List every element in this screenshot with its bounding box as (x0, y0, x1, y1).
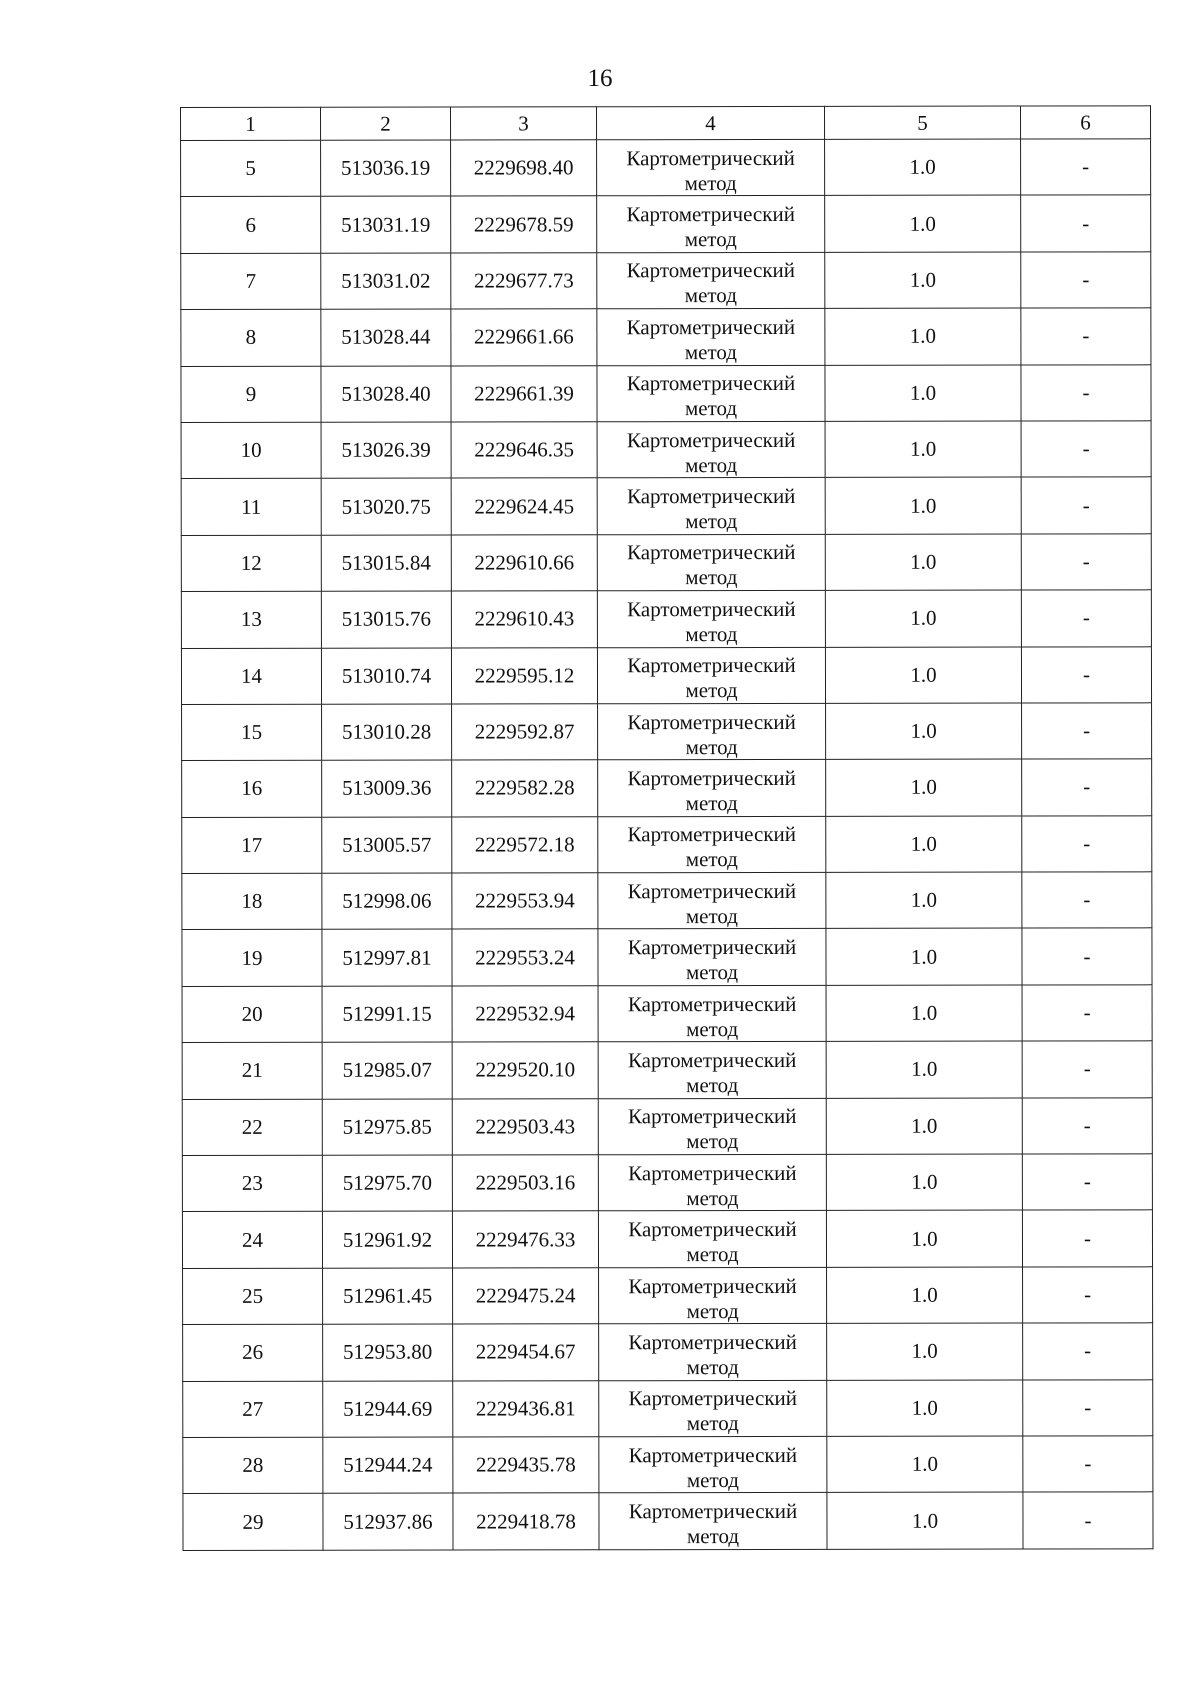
point-number-cell: 17 (182, 817, 322, 874)
method-line-1: Картометрический (628, 1104, 797, 1129)
y-coordinate-cell: 2229476.33 (452, 1211, 598, 1268)
method-line-1: Картометрический (627, 822, 797, 847)
method-line-2: метод (685, 903, 738, 928)
header-cell-1: 1 (181, 107, 321, 140)
method-line-1: Картометрический (628, 1273, 797, 1298)
method-line-2: метод (686, 1298, 739, 1323)
note-cell: - (1021, 534, 1151, 591)
method-line-2: метод (685, 621, 738, 646)
y-coordinate-cell: 2229418.78 (453, 1493, 599, 1550)
note-cell: - (1022, 815, 1152, 872)
note-cell: - (1023, 1379, 1153, 1436)
point-number-cell: 11 (181, 479, 321, 536)
point-number-cell: 15 (182, 704, 322, 761)
x-coordinate-cell: 513010.74 (321, 648, 451, 705)
table-row (181, 308, 1151, 366)
accuracy-cell: 1.0 (827, 1492, 1023, 1549)
note-cell: - (1021, 308, 1151, 365)
x-coordinate-cell: 512937.86 (323, 1493, 453, 1550)
x-coordinate-cell: 513015.76 (321, 591, 451, 648)
note-cell: - (1023, 1492, 1153, 1549)
point-number-cell: 8 (181, 309, 321, 366)
method-line-2: метод (686, 1467, 739, 1492)
method-line-1: Картометрический (627, 709, 796, 734)
point-number-cell: 23 (182, 1155, 322, 1212)
x-coordinate-cell: 513005.57 (322, 817, 452, 874)
table-row (181, 195, 1151, 253)
method-line-1: Картометрический (626, 483, 796, 509)
point-number-cell: 24 (182, 1212, 322, 1269)
note-cell: - (1022, 1210, 1152, 1267)
accuracy-cell: 1.0 (825, 139, 1021, 196)
accuracy-cell: 1.0 (826, 985, 1022, 1042)
y-coordinate-cell: 2229646.35 (451, 422, 597, 479)
method-line-2: метод (685, 678, 738, 703)
table-row (181, 590, 1151, 648)
note-cell: - (1022, 928, 1152, 985)
method-line-2: метод (685, 452, 738, 477)
header-cell-6: 6 (1020, 106, 1150, 139)
method-line-1: Картометрический (627, 765, 796, 791)
x-coordinate-cell: 513010.28 (322, 704, 452, 761)
x-coordinate-cell: 512953.80 (323, 1324, 453, 1381)
accuracy-cell: 1.0 (826, 929, 1022, 986)
method-cell (598, 703, 826, 760)
method-line-2: метод (686, 1242, 739, 1267)
method-line-1: Картометрический (628, 1386, 798, 1411)
coordinates-table-wrapper (180, 105, 1153, 1550)
accuracy-cell: 1.0 (826, 1041, 1022, 1098)
method-line-1: Картометрический (626, 145, 795, 170)
y-coordinate-cell: 2229698.40 (451, 140, 597, 197)
method-line-1: Картометрический (627, 1047, 797, 1073)
accuracy-cell: 1.0 (826, 816, 1022, 873)
method-line-2: метод (685, 509, 738, 534)
y-coordinate-cell: 2229454.67 (453, 1324, 599, 1381)
method-line-2: метод (685, 734, 738, 759)
page-number: 16 (587, 65, 613, 92)
table-row (183, 1379, 1153, 1437)
x-coordinate-cell: 512961.45 (323, 1268, 453, 1325)
method-line-2: метод (686, 1016, 739, 1041)
method-cell (598, 1154, 826, 1211)
y-coordinate-cell: 2229661.66 (451, 309, 597, 366)
note-cell: - (1022, 1041, 1152, 1098)
x-coordinate-cell: 513028.40 (321, 366, 451, 423)
y-coordinate-cell: 2229503.16 (452, 1155, 598, 1212)
table-row (182, 985, 1152, 1043)
table-row (182, 703, 1152, 761)
accuracy-cell: 1.0 (825, 252, 1021, 309)
method-line-2: метод (686, 1072, 739, 1098)
method-cell (598, 985, 826, 1042)
point-number-cell: 18 (182, 873, 322, 930)
table-row (182, 759, 1152, 817)
note-cell: - (1021, 139, 1151, 196)
table-header-row (181, 106, 1151, 141)
accuracy-cell: 1.0 (825, 534, 1021, 591)
y-coordinate-cell: 2229677.73 (451, 253, 597, 310)
accuracy-cell: 1.0 (826, 1210, 1022, 1267)
method-cell (597, 647, 825, 704)
method-line-1: Картометрический (626, 371, 796, 396)
table-row (182, 872, 1152, 930)
table-row (182, 815, 1152, 873)
table-row (181, 477, 1151, 535)
method-line-1: Картометрический (628, 1217, 797, 1242)
y-coordinate-cell: 2229532.94 (452, 986, 598, 1043)
accuracy-cell: 1.0 (825, 647, 1021, 704)
table-row (181, 139, 1151, 197)
method-cell (598, 1042, 826, 1099)
method-cell (598, 760, 826, 817)
method-line-1: Картометрический (628, 1498, 798, 1524)
x-coordinate-cell: 513031.02 (321, 253, 451, 310)
y-coordinate-cell: 2229592.87 (452, 704, 598, 761)
table-row (181, 252, 1151, 310)
y-coordinate-cell: 2229520.10 (452, 1042, 598, 1099)
accuracy-cell: 1.0 (826, 703, 1022, 760)
point-number-cell: 29 (183, 1494, 323, 1551)
y-coordinate-cell: 2229435.78 (453, 1437, 599, 1494)
y-coordinate-cell: 2229610.43 (451, 591, 597, 648)
method-cell (598, 1211, 826, 1268)
y-coordinate-cell: 2229582.28 (452, 760, 598, 817)
table-row (183, 1492, 1153, 1550)
table-row (181, 534, 1151, 592)
x-coordinate-cell: 512991.15 (322, 986, 452, 1043)
y-coordinate-cell: 2229661.39 (451, 365, 597, 422)
y-coordinate-cell: 2229624.45 (451, 478, 597, 535)
method-line-1: Картометрический (627, 596, 796, 622)
accuracy-cell: 1.0 (826, 1154, 1022, 1211)
method-cell (598, 816, 826, 873)
accuracy-cell: 1.0 (827, 1323, 1023, 1380)
x-coordinate-cell: 513031.19 (321, 196, 451, 253)
y-coordinate-cell: 2229553.94 (452, 873, 598, 930)
method-line-2: метод (685, 791, 738, 816)
method-line-2: метод (684, 170, 737, 195)
accuracy-cell: 1.0 (827, 1380, 1023, 1437)
point-number-cell: 7 (181, 253, 321, 310)
x-coordinate-cell: 512997.81 (322, 929, 452, 986)
point-number-cell: 20 (182, 986, 322, 1043)
point-number-cell: 16 (182, 761, 322, 818)
table-row (181, 421, 1151, 479)
method-line-2: метод (684, 396, 738, 421)
method-cell (597, 590, 825, 647)
point-number-cell: 26 (183, 1324, 323, 1381)
method-line-2: метод (684, 339, 737, 364)
y-coordinate-cell: 2229503.43 (452, 1098, 598, 1155)
method-cell (597, 365, 825, 422)
note-cell: - (1021, 195, 1151, 252)
method-line-2: метод (685, 565, 738, 590)
note-cell: - (1021, 477, 1151, 534)
point-number-cell: 9 (181, 366, 321, 423)
accuracy-cell: 1.0 (826, 759, 1022, 816)
accuracy-cell: 1.0 (825, 421, 1021, 478)
method-line-1: Картометрический (626, 314, 796, 340)
table-row (181, 646, 1151, 704)
accuracy-cell: 1.0 (825, 308, 1021, 365)
note-cell: - (1022, 872, 1152, 929)
point-number-cell: 13 (181, 591, 321, 648)
point-number-cell: 12 (181, 535, 321, 592)
y-coordinate-cell: 2229610.66 (451, 535, 597, 592)
x-coordinate-cell: 512944.24 (323, 1437, 453, 1494)
method-cell (598, 872, 826, 929)
accuracy-cell: 1.0 (825, 195, 1021, 252)
note-cell: - (1022, 1097, 1152, 1154)
accuracy-cell: 1.0 (825, 365, 1021, 422)
header-cell-5: 5 (824, 106, 1020, 139)
x-coordinate-cell: 512985.07 (322, 1042, 452, 1099)
accuracy-cell: 1.0 (827, 1267, 1023, 1324)
method-cell (599, 1436, 827, 1493)
table-row (181, 364, 1151, 422)
accuracy-cell: 1.0 (825, 477, 1021, 534)
point-number-cell: 21 (182, 1043, 322, 1100)
accuracy-cell: 1.0 (826, 1098, 1022, 1155)
x-coordinate-cell: 512975.85 (322, 1099, 452, 1156)
method-line-1: Картометрический (626, 258, 796, 283)
method-cell (597, 309, 825, 366)
y-coordinate-cell: 2229595.12 (451, 647, 597, 704)
method-line-1: Картометрический (628, 1329, 797, 1355)
note-cell: - (1021, 590, 1151, 647)
method-cell (597, 252, 825, 309)
note-cell: - (1023, 1267, 1153, 1324)
method-line-2: метод (686, 1354, 739, 1380)
x-coordinate-cell: 512998.06 (322, 873, 452, 930)
x-coordinate-cell: 512975.70 (322, 1155, 452, 1212)
x-coordinate-cell: 513020.75 (321, 478, 451, 535)
point-number-cell: 10 (181, 422, 321, 479)
header-cell-2: 2 (321, 107, 451, 140)
method-line-1: Картометрический (628, 1160, 797, 1185)
note-cell: - (1021, 364, 1151, 421)
method-line-1: Картометрический (628, 1442, 798, 1467)
accuracy-cell: 1.0 (826, 872, 1022, 929)
table-row (182, 1154, 1152, 1212)
method-cell (597, 196, 825, 253)
accuracy-cell: 1.0 (825, 590, 1021, 647)
y-coordinate-cell: 2229572.18 (452, 816, 598, 873)
note-cell: - (1021, 646, 1151, 703)
method-cell (598, 929, 826, 986)
method-cell (597, 478, 825, 535)
table-row (182, 1041, 1152, 1099)
note-cell: - (1022, 985, 1152, 1042)
method-line-1: Картометрический (627, 653, 796, 678)
note-cell: - (1023, 1436, 1153, 1493)
method-line-2: метод (686, 1185, 739, 1210)
method-line-1: Картометрический (627, 935, 797, 960)
note-cell: - (1022, 759, 1152, 816)
method-line-2: метод (686, 1411, 739, 1436)
header-cell-4: 4 (597, 106, 825, 139)
x-coordinate-cell: 513015.84 (321, 535, 451, 592)
point-number-cell: 19 (182, 930, 322, 987)
method-cell (597, 421, 825, 478)
point-number-cell: 25 (183, 1268, 323, 1325)
method-cell (597, 534, 825, 591)
point-number-cell: 6 (181, 197, 321, 254)
x-coordinate-cell: 512944.69 (323, 1381, 453, 1438)
point-number-cell: 22 (182, 1099, 322, 1156)
method-cell (599, 1380, 827, 1437)
note-cell: - (1021, 421, 1151, 478)
method-line-1: Картометрический (626, 427, 796, 452)
note-cell: - (1022, 1154, 1152, 1211)
method-cell (599, 1324, 827, 1381)
method-line-1: Картометрический (627, 878, 797, 903)
method-cell (598, 1098, 826, 1155)
header-cell-3: 3 (451, 107, 597, 140)
point-number-cell: 27 (183, 1381, 323, 1438)
accuracy-cell: 1.0 (827, 1436, 1023, 1493)
x-coordinate-cell: 512961.92 (322, 1211, 452, 1268)
method-line-1: Картометрический (627, 540, 796, 565)
table-row (183, 1267, 1153, 1325)
method-line-1: Картометрический (626, 202, 795, 227)
method-cell (597, 139, 825, 196)
x-coordinate-cell: 513028.44 (321, 309, 451, 366)
method-line-1: Картометрический (627, 991, 797, 1016)
method-line-2: метод (685, 847, 738, 872)
point-number-cell: 5 (181, 140, 321, 197)
point-number-cell: 28 (183, 1437, 323, 1494)
note-cell: - (1021, 252, 1151, 309)
y-coordinate-cell: 2229678.59 (451, 196, 597, 253)
coordinates-table (180, 105, 1154, 1550)
y-coordinate-cell: 2229553.24 (452, 929, 598, 986)
x-coordinate-cell: 513026.39 (321, 422, 451, 479)
x-coordinate-cell: 513009.36 (322, 760, 452, 817)
table-row (182, 1097, 1152, 1155)
method-line-2: метод (686, 1524, 740, 1549)
y-coordinate-cell: 2229475.24 (453, 1268, 599, 1325)
table-row (182, 1210, 1152, 1268)
method-line-2: метод (685, 960, 739, 985)
table-row (183, 1323, 1153, 1381)
table-row (182, 928, 1152, 986)
note-cell: - (1023, 1323, 1153, 1380)
x-coordinate-cell: 513036.19 (321, 140, 451, 197)
method-cell (599, 1267, 827, 1324)
method-line-2: метод (684, 227, 737, 252)
method-line-2: метод (686, 1129, 739, 1154)
y-coordinate-cell: 2229436.81 (453, 1380, 599, 1437)
method-line-2: метод (684, 283, 737, 308)
method-cell (599, 1493, 827, 1550)
table-row (183, 1436, 1153, 1494)
point-number-cell: 14 (181, 648, 321, 705)
note-cell: - (1022, 703, 1152, 760)
